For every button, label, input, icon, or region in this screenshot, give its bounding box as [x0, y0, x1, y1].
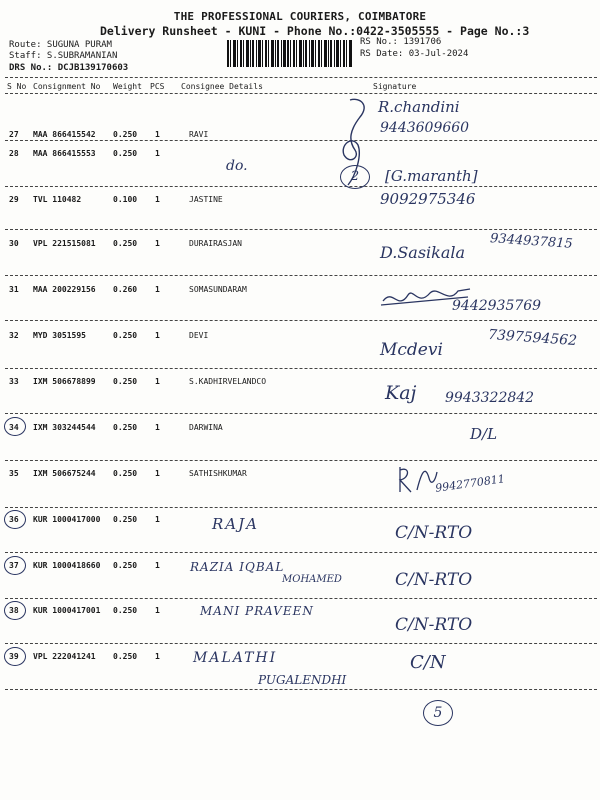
- row-consignment: VPL 221515081: [33, 239, 96, 248]
- row-divider: [5, 460, 597, 461]
- handwritten-phone: 9344937815: [489, 231, 574, 252]
- sno-circle-mark: [4, 647, 26, 666]
- handwritten-rto-note: C/N-RTO: [395, 523, 473, 543]
- row-consignment: VPL 222041241: [33, 652, 96, 661]
- row-pcs: 1: [155, 130, 160, 139]
- row-divider: [5, 689, 597, 690]
- row-weight: 0.250: [113, 469, 138, 478]
- row-consignment: KUR 1000417000: [33, 515, 101, 524]
- row-consignee: SOMASUNDARAM: [189, 285, 247, 294]
- row-divider: [5, 229, 597, 230]
- route-label: Route: SUGUNA PURAM: [9, 40, 112, 50]
- row-divider: [5, 413, 597, 414]
- row-consignee: DEVI: [189, 331, 209, 340]
- row-pcs: 1: [155, 652, 160, 661]
- row-divider: [5, 320, 597, 321]
- row-weight: 0.250: [113, 239, 138, 248]
- row-weight: 0.100: [113, 195, 138, 204]
- row-pcs: 1: [155, 377, 160, 386]
- row-sno: 37: [9, 561, 19, 570]
- row-consignment: TVL 110482: [33, 195, 82, 204]
- signature-scribble: [395, 462, 440, 497]
- row-pcs: 1: [155, 469, 160, 478]
- row-pcs: 1: [155, 239, 160, 248]
- row-sno: 34: [9, 423, 19, 432]
- row-consignee: DARWINA: [189, 423, 223, 432]
- handwritten-rto-note: C/N-RTO: [395, 615, 473, 635]
- handwritten-rto-note: C/N-RTO: [395, 570, 473, 590]
- row-weight: 0.250: [113, 377, 138, 386]
- row-consignment: MAA 866415542: [33, 130, 96, 139]
- handwritten-signature: Kaj: [385, 382, 417, 404]
- row-divider: [5, 140, 597, 141]
- handwritten-name: MALATHI: [193, 650, 278, 666]
- row-divider: [5, 507, 597, 508]
- handwritten-ditto: do.: [226, 158, 248, 174]
- col-pcs-header: PCS: [150, 82, 165, 91]
- row-pcs: 1: [155, 285, 160, 294]
- col-consignee-header: Consignee Details: [181, 82, 263, 91]
- row-divider: [5, 186, 597, 187]
- row-divider: [5, 643, 597, 644]
- handwritten-name: RAJA: [212, 515, 259, 533]
- rs-date: RS Date: 03-Jul-2024: [360, 49, 469, 59]
- col-sno-header: S No: [7, 82, 27, 91]
- row-consignee: JASTINE: [189, 195, 223, 204]
- row-pcs: 1: [155, 149, 160, 158]
- handwritten-name: RAZIA IQBAL: [190, 560, 285, 574]
- sno-circle-mark: [4, 417, 26, 436]
- sno-circle-mark: [4, 510, 26, 529]
- row-sno: 27: [9, 130, 19, 139]
- row-pcs: 1: [155, 515, 160, 524]
- handwritten-phone: 9442935769: [452, 298, 542, 314]
- row-sno: 33: [9, 377, 19, 386]
- row-sno: 39: [9, 652, 19, 661]
- row-weight: 0.260: [113, 285, 138, 294]
- col-consignment-header: Consignment No: [33, 82, 101, 91]
- row-pcs: 1: [155, 331, 160, 340]
- handwritten-circled-number: 5: [423, 700, 453, 726]
- handwritten-phone: 7397594562: [487, 326, 578, 350]
- handwritten-rto-note: C/N: [410, 652, 446, 673]
- row-consignment: MAA 200229156: [33, 285, 96, 294]
- row-consignment: IXM 506675244: [33, 469, 96, 478]
- handwritten-phone: 9943322842: [445, 390, 535, 406]
- handwritten-phone: 9092975346: [380, 190, 476, 208]
- row-pcs: 1: [155, 561, 160, 570]
- row-sno: 30: [9, 239, 19, 248]
- col-weight-header: Weight: [113, 82, 142, 91]
- row-consignee: S.KADHIRVELANDCO: [189, 377, 267, 386]
- handwritten-signature: R.chandini: [378, 98, 460, 116]
- company-name: THE PROFESSIONAL COURIERS, COIMBATORE: [173, 10, 427, 23]
- barcode: [227, 40, 352, 67]
- row-divider: [5, 552, 597, 553]
- row-consignee: DURAIRASJAN: [189, 239, 242, 248]
- row-consignment: MYD 3051595: [33, 331, 86, 340]
- handwritten-circled-number: 2: [340, 165, 370, 189]
- row-sno: 29: [9, 195, 19, 204]
- row-weight: 0.250: [113, 515, 138, 524]
- row-weight: 0.250: [113, 652, 138, 661]
- row-weight: 0.250: [113, 331, 138, 340]
- divider: [5, 93, 597, 94]
- row-pcs: 1: [155, 423, 160, 432]
- drs-number: DRS No.: DCJB139170603: [9, 63, 129, 73]
- row-consignee: RAVI: [189, 130, 209, 139]
- sno-circle-mark: [4, 601, 26, 620]
- row-pcs: 1: [155, 606, 160, 615]
- handwritten-name: PUGALENDHI: [258, 673, 347, 687]
- row-weight: 0.250: [113, 130, 138, 139]
- handwritten-note: D/L: [470, 425, 498, 443]
- handwritten-signature: D.Sasikala: [380, 243, 466, 262]
- row-weight: 0.250: [113, 423, 138, 432]
- handwritten-name: MOHAMED: [282, 574, 342, 585]
- row-weight: 0.250: [113, 149, 138, 158]
- row-sno: 28: [9, 149, 19, 158]
- row-consignment: KUR 1000418660: [33, 561, 101, 570]
- row-sno: 38: [9, 606, 19, 615]
- row-consignment: IXM 303244544: [33, 423, 96, 432]
- row-divider: [5, 275, 597, 276]
- row-divider: [5, 598, 597, 599]
- runsheet-title: Delivery Runsheet - KUNI - Phone No.:0422-3505555 - Page No.:3: [100, 24, 530, 38]
- row-consignment: IXM 506678899: [33, 377, 96, 386]
- staff-label: Staff: S.SUBRAMANIAN: [9, 51, 118, 61]
- row-consignee: SATHISHKUMAR: [189, 469, 247, 478]
- row-weight: 0.250: [113, 561, 138, 570]
- rs-number: RS No.: 1391706: [360, 37, 442, 47]
- row-weight: 0.250: [113, 606, 138, 615]
- handwritten-name: MANI PRAVEEN: [200, 604, 314, 618]
- handwritten-phone: 9942770811: [434, 472, 506, 495]
- row-consignment: MAA 866415553: [33, 149, 96, 158]
- handwritten-signature: Mcdevi: [380, 340, 443, 360]
- row-divider: [5, 368, 597, 369]
- row-sno: 32: [9, 331, 19, 340]
- handwritten-phone: 9443609660: [380, 120, 470, 136]
- row-consignment: KUR 1000417001: [33, 606, 101, 615]
- row-sno: 35: [9, 469, 19, 478]
- row-pcs: 1: [155, 195, 160, 204]
- row-sno: 31: [9, 285, 19, 294]
- divider: [5, 77, 597, 78]
- sno-circle-mark: [4, 556, 26, 575]
- row-sno: 36: [9, 515, 19, 524]
- handwritten-signature: [G.maranth]: [385, 167, 478, 185]
- col-signature-header: Signature: [373, 82, 417, 91]
